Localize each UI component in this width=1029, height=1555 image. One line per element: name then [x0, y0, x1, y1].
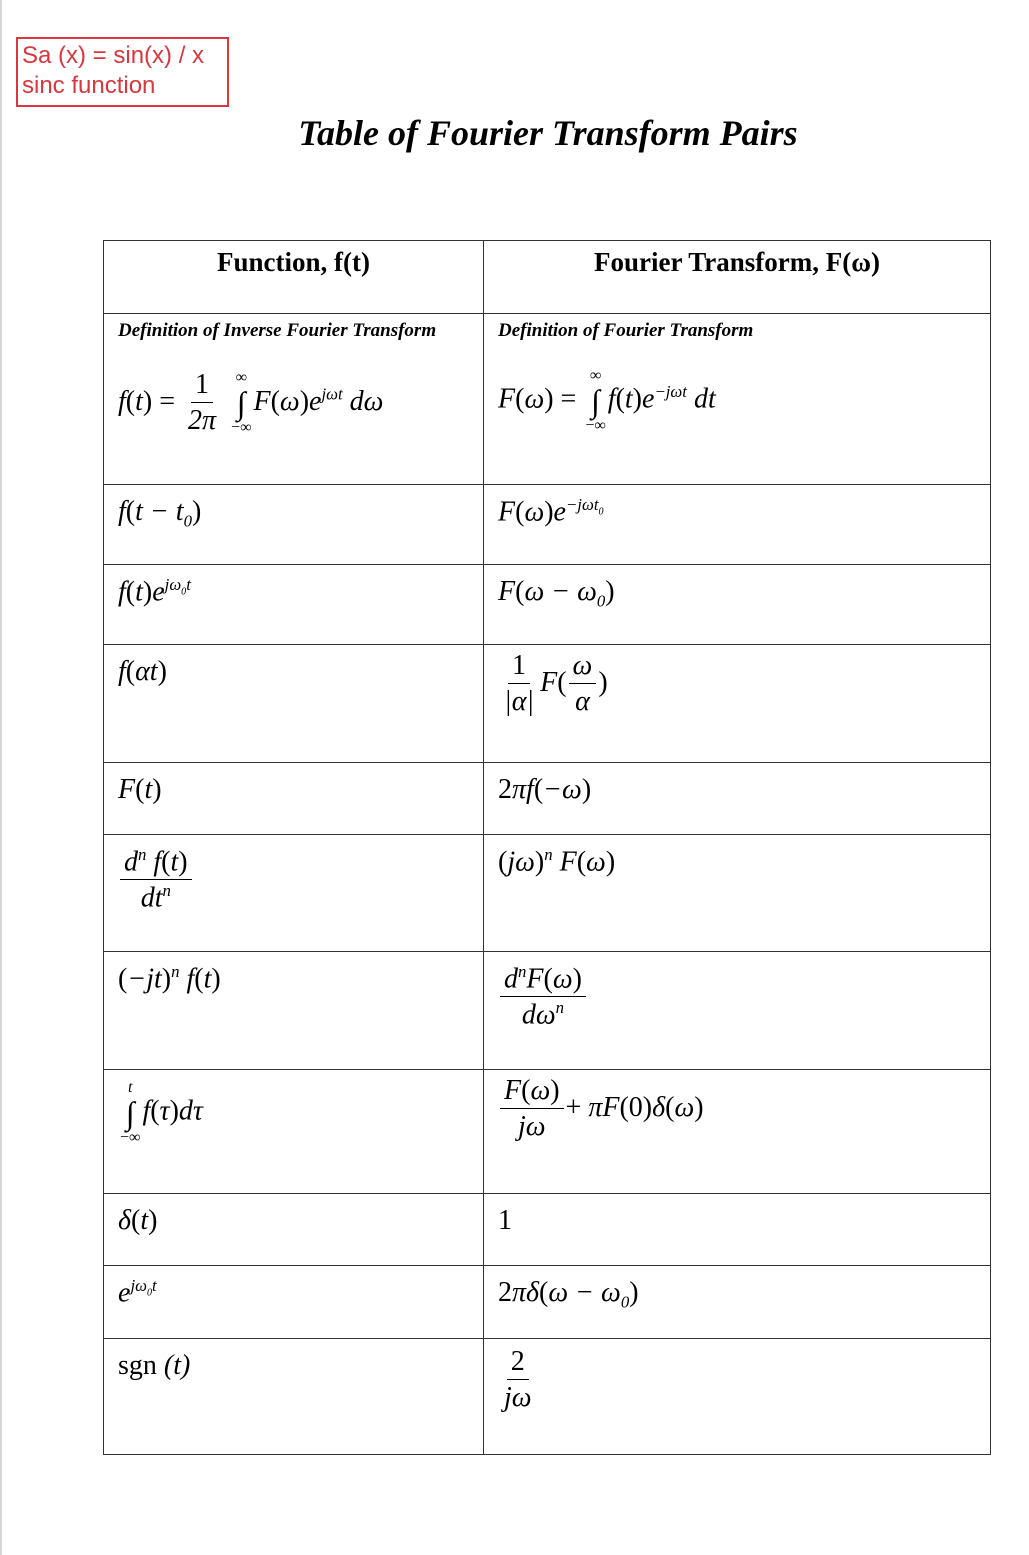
function-cell [104, 952, 484, 1070]
transform-complex-exponential: $2\pi\delta(\omega - \omega_0)$ [498, 1277, 639, 1312]
transform-cell [484, 485, 991, 565]
function-cell [104, 763, 484, 835]
page-title: Table of Fourier Transform Pairs [298, 113, 798, 153]
table-row [104, 565, 991, 645]
transform-cell [484, 645, 991, 763]
table-row [104, 485, 991, 565]
table-header-row [104, 241, 991, 314]
function-integration: t ∫ −∞ f(τ)dτ [120, 1079, 203, 1146]
transform-cell [484, 835, 991, 952]
transform-column-header: Fourier Transform, F(ω) [484, 241, 991, 314]
transform-cell [484, 952, 991, 1070]
transform-cell [484, 1339, 991, 1455]
transform-cell [484, 1070, 991, 1194]
function-frequency-shift: $f(t)e^{j\omega_0t}$ [118, 575, 191, 608]
function-cell [104, 1266, 484, 1339]
fourier-pairs-table [103, 240, 991, 1455]
note-line-2: sinc function [22, 72, 156, 99]
transform-time-shift: $F(\omega)e^{-j\omega t_0}$ [498, 495, 604, 528]
transform-scaling: $\frac{1}{|\alpha|}$ F( $\frac{\omega}{\alpha}$ ) [504, 650, 608, 717]
table-row [104, 1266, 991, 1339]
forward-definition-formula: F(ω) = ∞ ∫ −∞ $f(t)e^{-j\omega t}$ dt [498, 367, 716, 434]
transform-frequency-shift: $F(\omega - \omega_0)$ [498, 576, 615, 611]
table-row [104, 835, 991, 952]
function-impulse: δ(t) [118, 1205, 158, 1236]
page-left-edge [0, 0, 2, 1555]
transform-cell [484, 763, 991, 835]
forward-definition-cell [484, 314, 991, 485]
table-row [104, 763, 991, 835]
function-signum: sgn (t) [118, 1350, 191, 1381]
table-row [104, 1194, 991, 1266]
transform-cell [484, 565, 991, 645]
function-scaling: f(αt) [118, 656, 167, 687]
note-line-1: Sa (x) = sin(x) / x [22, 42, 205, 69]
function-time-shift: $f(t - t_0)$ [118, 496, 202, 531]
table-row [104, 952, 991, 1070]
transform-cell [484, 1266, 991, 1339]
sinc-note-box [16, 37, 229, 107]
table-row [104, 1339, 991, 1455]
table-row-definitions [104, 314, 991, 485]
function-cell [104, 835, 484, 952]
function-cell [104, 565, 484, 645]
inverse-definition-label: Definition of Inverse Fourier Transform [118, 320, 437, 341]
function-cell [104, 485, 484, 565]
transform-impulse: 1 [498, 1205, 512, 1236]
table-row [104, 645, 991, 763]
forward-definition-label: Definition of Fourier Transform [498, 320, 754, 341]
function-cell [104, 1194, 484, 1266]
table-row [104, 1070, 991, 1194]
function-cell [104, 1339, 484, 1455]
transform-signum: $\frac{2}{j\omega}$ [504, 1346, 532, 1413]
function-moment: $(-jt)^n$ f(t) [118, 962, 221, 995]
transform-cell [484, 1194, 991, 1266]
function-column-header: Function, f(t) [104, 241, 484, 314]
inverse-definition-formula: f(t) = $\frac{1}{2\pi}$ ∞ ∫ −∞ $F(\omega)e^{j\omega t}$ dω [118, 369, 384, 437]
transform-moment: $\frac{d^nF(\omega)}{d\omega^n}$ [498, 952, 976, 1034]
function-cell [104, 1070, 484, 1194]
transform-derivative: $(j\omega)^n$ F(ω) [498, 845, 616, 878]
transform-integration: $\frac{F(\omega)}{j\omega}$ + πF(0)δ(ω) [498, 1070, 976, 1145]
function-duality: F(t) [118, 774, 162, 805]
function-complex-exponential: $e^{j\omega_0t}$ [118, 1276, 157, 1309]
transform-duality: 2πf(−ω) [498, 774, 592, 805]
inverse-definition-cell [104, 314, 484, 485]
function-derivative: $\frac{d^n f(t)}{dt^n}$ [118, 835, 469, 917]
function-cell [104, 645, 484, 763]
